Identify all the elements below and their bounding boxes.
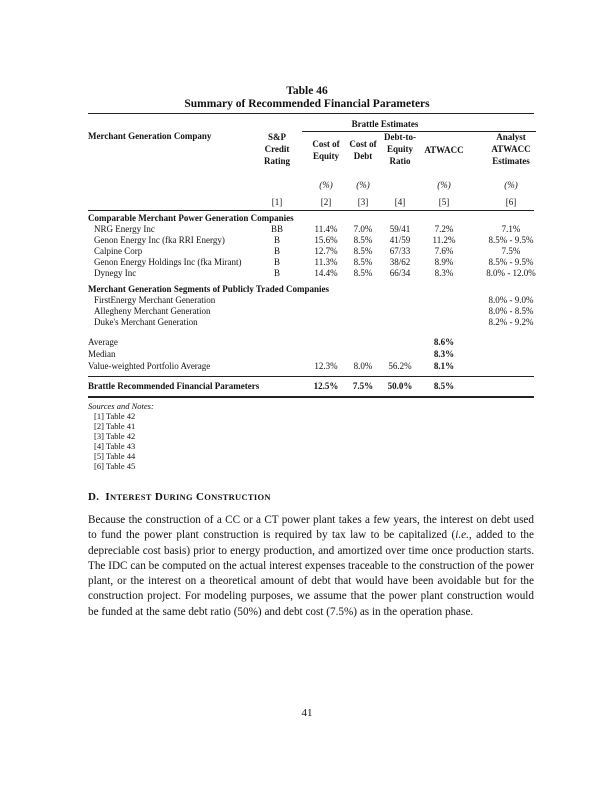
group-header: Brattle Estimates — [351, 119, 419, 129]
col-header-debt-equity: Debt-to- Equity Ratio — [384, 132, 416, 166]
ref-6: [6] — [505, 197, 517, 207]
value-weighted-row: Value-weighted Portfolio Average 12.3% 8.0% 56.2% 8.1% — [88, 361, 455, 371]
body-paragraph: Because the construction of a CC or a CT power plant takes a few years, the interest on debt used to fund the power plant construction is required by tax law to be capitalized (i.e., added to the depreciable cost basis) prior to energy production, and amortized over time once production starts. The IDC can be computed on the actual interest expenses traceable to the construction of the power plant, or the interest on a theoretical amount of debt that would have been avoidable but for the construction project. For modeling purposes, we assume that the power plant construction would be funded at the same debt ratio (50%) and debt cost (7.5%) as in the operation phase. — [88, 514, 534, 618]
table-row: Duke's Merchant Generation 8.2% - 9.2% — [94, 317, 534, 327]
col-header-rating: S&P Credit Rating — [263, 132, 290, 166]
table-number: Table 46 — [286, 85, 328, 97]
ref-3: [3] — [357, 197, 369, 207]
table-title: Summary of Recommended Financial Parameters — [184, 98, 430, 110]
average-row: Average 8.6% — [88, 337, 455, 347]
recommended-top-rule — [88, 376, 534, 377]
note-item: [6] Table 45 — [94, 461, 136, 471]
note-item: [3] Table 42 — [94, 431, 136, 441]
title-rule — [88, 113, 534, 114]
table-row: Allegheny Merchant Generation 8.0% - 8.5% — [94, 306, 534, 316]
note-item: [4] Table 43 — [94, 441, 136, 451]
table-row: Dynegy Inc B 14.4% 8.5% 66/34 8.3% 8.0% - 12.0% — [94, 268, 536, 278]
col-header-cost-equity: Cost of Equity — [312, 139, 340, 161]
section-heading: D. INTEREST DURING CONSTRUCTION — [88, 491, 271, 503]
col-header-company: Merchant Generation Company — [88, 131, 212, 141]
unit-cost-debt: (%) — [356, 180, 370, 190]
notes-title: Sources and Notes: — [88, 401, 154, 411]
section1-title: Comparable Merchant Power Generation Companies — [88, 213, 294, 223]
page-number: 41 — [301, 707, 313, 719]
unit-atwacc: (%) — [437, 180, 451, 190]
ref-5: [5] — [438, 197, 450, 207]
table-row: FirstEnergy Merchant Generation 8.0% - 9.0% — [94, 295, 534, 305]
note-item: [2] Table 41 — [94, 421, 136, 431]
unit-cost-equity: (%) — [319, 180, 333, 190]
header-bottom-rule — [88, 210, 534, 211]
section2-title: Merchant Generation Segments of Publicly Traded Companies — [88, 284, 329, 294]
table-row: Genon Energy Holdings Inc (fka Mirant) B 11.3% 8.5% 38/62 8.9% 8.5% - 9.5% — [94, 257, 534, 267]
ref-2: [2] — [320, 197, 332, 207]
table-row: Genon Energy Inc (fka RRI Energy) B 15.6% 8.5% 41/59 11.2% 8.5% - 9.5% — [94, 235, 534, 245]
col-header-atwacc: ATWACC — [424, 145, 464, 155]
note-item: [1] Table 42 — [94, 411, 136, 421]
table-row: NRG Energy Inc BB 11.4% 7.0% 59/41 7.2% 7.1% — [94, 224, 521, 234]
ref-1: [1] — [271, 197, 283, 207]
ref-4: [4] — [394, 197, 406, 207]
note-item: [5] Table 44 — [94, 451, 136, 461]
median-row: Median 8.3% — [88, 349, 455, 359]
table-bottom-rule — [88, 396, 534, 398]
col-header-analyst: Analyst ATWACC Estimates — [491, 132, 531, 166]
col-header-cost-debt: Cost of Debt — [349, 139, 377, 161]
table-row: Calpine Corp B 12.7% 8.5% 67/33 7.6% 7.5% — [94, 246, 521, 256]
unit-analyst: (%) — [504, 180, 518, 190]
recommended-row: Brattle Recommended Financial Parameters 12.5% 7.5% 50.0% 8.5% — [88, 381, 455, 391]
